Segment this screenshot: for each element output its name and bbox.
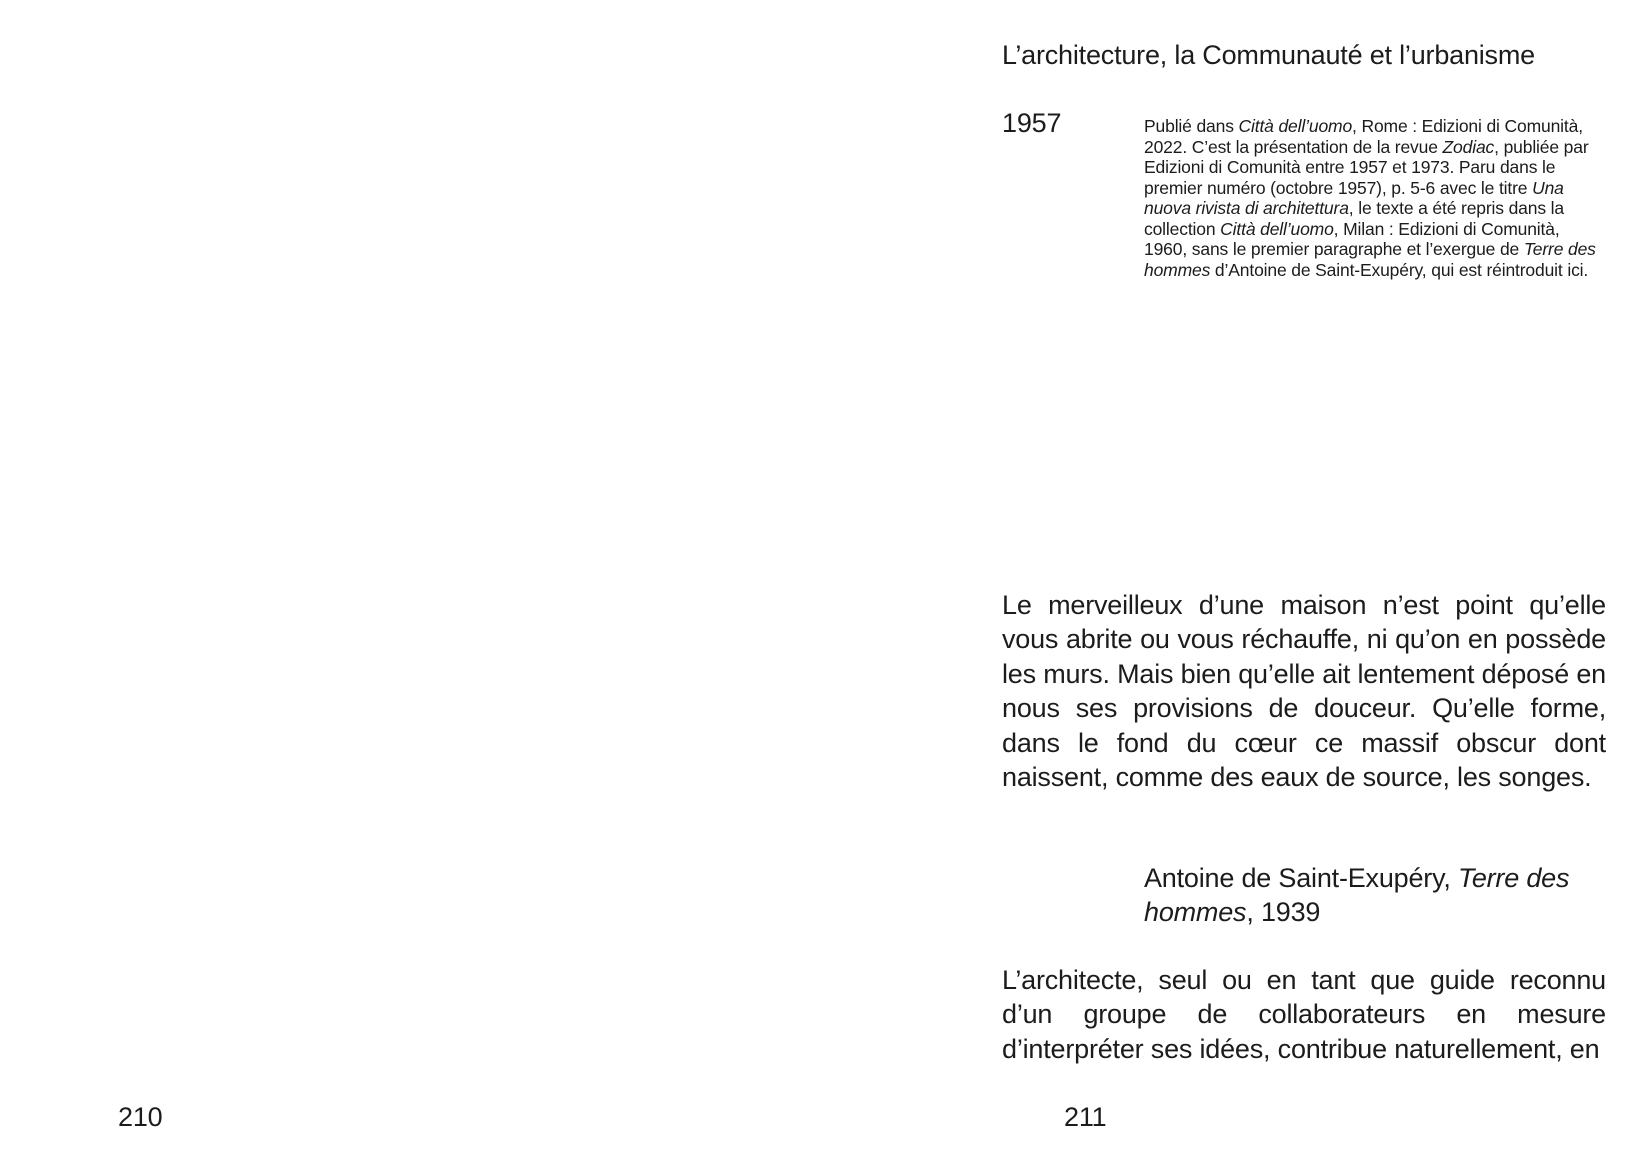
body-text: L’architecte, seul ou en tant que guide reconnu d’un groupe de collaborateurs en mesure d’interpréter ses idées, contribue naturellement, en [1002, 965, 1606, 1064]
page-number-right: 211 [1064, 1102, 1107, 1132]
epigraph: Le merveilleux d’une maison n’est point qu’elle vous abrite ou vous réchauffe, ni qu’on en possède les murs. Mais bien qu’elle ait lentement déposé en nous ses provisions de douceur. Qu’elle forme, dans le fond du cœur ce massif obscur dont naissent, comme des eaux de source, les songes. [1002, 590, 1606, 793]
epigraph-attribution: Antoine de Saint-Exupéry, Terre des hommes, 1939 [1144, 863, 1570, 927]
essay-year: 1957 [1002, 108, 1062, 138]
source-note: Publié dans Città dell’uomo, Rome : Edizioni di Comunità, 2022. C’est la présentation de la revue Zodiac, publiée par Edizioni di Comunità entre 1957 et 1973. Paru dans le premier numéro (octobre 1957), p. 5-6 avec le titre Una nuova rivista di architettura, le texte a été repris dans la collection Città dell’uomo, Milan : Edizioni di Comunità, 1960, sans le premier paragraphe et l’exergue de Terre des hommes d’Antoine de Saint-Exupéry, qui est réintroduit ici. [1144, 116, 1596, 280]
right-page [822, 0, 1644, 1172]
essay-title: L’architecture, la Communauté et l’urbanisme [1002, 40, 1535, 70]
page-number-left: 210 [118, 1102, 163, 1132]
